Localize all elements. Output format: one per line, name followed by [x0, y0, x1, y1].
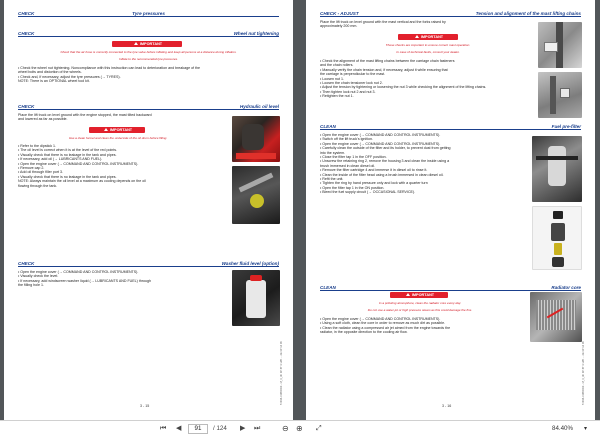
instruction-line: • Remove cap 2.: [18, 166, 45, 171]
first-page-button[interactable]: ⏮: [160, 425, 167, 432]
instruction-line: • Remove the filter cartridge 4 and immerse it in diesel oil to rinse it.: [320, 168, 428, 173]
instruction-line: • Carefully clean the outside of the filter and its holder, to prevent dust from getting: [320, 146, 451, 151]
warning-triangle-icon: [104, 128, 108, 131]
instruction-line: • Open the engine cover (→ COMMAND AND CONTROL INSTRUMENTS).: [320, 317, 441, 321]
section-heading-wheel-nut: [18, 28, 279, 37]
hydraulic-filler-photo: [232, 166, 280, 224]
instruction-line: • Unscrew the retaining ring 2, remove the housing 3 and clean the inside using a: [320, 159, 450, 164]
important-banner: [89, 127, 145, 133]
radiator-core-photo: [530, 292, 582, 342]
section-heading-chain-tension: [320, 8, 581, 17]
manual-page-left: [4, 0, 293, 420]
chain-tensioner-photo: [538, 72, 582, 118]
instruction-line: • Check the alignment of the mast lifting chains between the carriage chain fasteners: [320, 59, 455, 63]
instruction-line: • If necessary, add windscreen washer liquid (→ LUBRICANTS AND FUEL) through: [18, 278, 152, 283]
instruction-line: into the system.: [320, 150, 346, 155]
section-tag: CHECK - ADJUST: [320, 10, 359, 16]
chain-intro: [320, 20, 446, 29]
instruction-line: • Open the engine cover (→ COMMAND AND CONTROL INSTRUMENTS).: [18, 270, 139, 274]
intro-line: and lowered as far as possible.: [18, 117, 68, 122]
important-label: IMPORTANT: [411, 293, 435, 297]
section-title: Hydraulic oil level: [239, 103, 279, 109]
section-title: Washer fluid level (option): [221, 260, 279, 266]
section-title: Tyre pressures: [132, 10, 165, 16]
wheel-warning-1: Check that the air hose is correctly connected to the tyre valve before inflating and keep all persons at a distance during inflation.: [60, 50, 237, 54]
instruction-line: • Using a soft cloth, clean the core in order to remove as much dirt as possible.: [320, 321, 446, 326]
instruction-line: • Adjust the tension by tightening or loosening the nut 3 while checking the alignment of the lifting chains.: [320, 85, 487, 90]
instruction-line: • Then tighten lock nut 2 and nut 3.: [320, 89, 376, 94]
instruction-line: • The oil level is correct when it is at the level of the red points.: [18, 148, 118, 153]
section-tag: CLEAN: [320, 123, 336, 129]
instruction-line: • Check and, if necessary, adjust the tyre pressures (→ TYRES).: [18, 74, 121, 79]
instruction-line: • Visually check the level.: [18, 274, 59, 279]
instruction-line: • Manually verify the chain tension and, if necessary, adjust it while ensuring that: [320, 67, 448, 72]
instruction-line: • Tighten the ring by hand pressure only and lock with a quarter turn: [320, 181, 428, 186]
hydraulic-warning: Use a clean funnel and clean the underside of the oil drum before filling.: [68, 136, 168, 140]
instruction-line: • Close the filter tap 1 in the OFF position.: [320, 155, 387, 160]
viewer-toolbar: [0, 420, 600, 436]
chain-warning-1: These checks are important to ensure correct mast operation.: [385, 43, 471, 47]
chain-instructions: [320, 59, 486, 99]
instruction-line: • Visually check that there is no leakage in the tank and pipes.: [18, 152, 117, 157]
section-title: Radiator core: [551, 284, 581, 290]
intro-line: approximately 200 mm.: [320, 24, 358, 29]
radiator-warning-1: In a polluting atmosphere, clean the radiator core every day.: [378, 301, 462, 305]
section-heading-tyre-pressures: [18, 8, 279, 17]
section-title: Fuel pre-filter: [551, 123, 581, 129]
instruction-line: • Loosen the chain tensioner lock nut 2.: [320, 81, 383, 86]
instruction-line: radiator, in the opposite direction to the cooling air flow.: [320, 330, 408, 335]
instruction-line: • Retighten the nut 1.: [320, 94, 354, 99]
radiator-instructions: [320, 317, 450, 335]
page-number: 3 - 15: [140, 404, 150, 408]
radiator-warning-2: Do not use a water jet or high pressure steam as this could damage the fins.: [367, 308, 473, 312]
warning-triangle-icon: [415, 35, 419, 38]
instruction-line: NOTE: Always maintain the oil level at a maximum as cooling depends on the oil: [18, 179, 146, 184]
document-reference: 57496-C3B00D3 - M_3_3F 3P 6T 3 U/B ... 2E 3P 14 06: [280, 341, 283, 405]
instruction-line: • Open the filter tap 1 in the ON position.: [320, 185, 385, 190]
previous-page-button[interactable]: ◀: [176, 425, 182, 432]
instruction-line: • Switch off the lift truck's ignition.: [320, 137, 374, 142]
section-tag: CHECK: [18, 10, 35, 16]
instruction-line: and the chain rollers.: [320, 63, 354, 68]
wheel-warning-2: Inflate to the recommended tyre pressures.: [119, 57, 178, 61]
instruction-line: • Refit the unit.: [320, 177, 344, 182]
document-reference: 57496-C3B00D3 - M_3_3F 3P 6T 3 U/B ... 2E 3P 14 06: [582, 341, 585, 405]
intro-line: Place the lift truck on level ground with the mast vertical and the forks raised by: [320, 20, 446, 24]
page-number: 3 - 16: [442, 404, 452, 408]
mast-chain-photo: [538, 22, 582, 68]
zoom-level[interactable]: 84.40%: [552, 425, 573, 432]
warning-triangle-icon: [134, 42, 138, 45]
instruction-line: • Check the wheel nut tightening. Noncompliance with this instruction can lead to deterioration and breakage of the: [18, 66, 201, 70]
instruction-line: wheel bolts and distortion of the wheels.: [18, 70, 82, 75]
fit-page-button[interactable]: ⤢: [316, 425, 322, 432]
manual-page-right: [306, 0, 595, 420]
important-label: IMPORTANT: [109, 128, 133, 132]
section-tag: CHECK: [18, 103, 35, 109]
section-title: Wheel nut tightening: [233, 30, 279, 36]
instruction-line: • Open the engine cover (→ COMMAND AND CONTROL INSTRUMENTS).: [18, 161, 139, 166]
fuel-prefilter-instructions: [320, 133, 451, 195]
next-page-button[interactable]: ▶: [240, 425, 246, 432]
instruction-line: • Bleed the fuel supply circuit (→ OCCASIONAL SERVICE).: [320, 190, 416, 195]
zoom-dropdown-chevron-icon[interactable]: ▾: [584, 425, 588, 432]
instruction-line: brush immersed in clean diesel oil.: [320, 163, 376, 168]
section-heading-washer-fluid: [18, 258, 279, 267]
section-heading-radiator: [320, 282, 581, 291]
hydraulic-intro: [18, 113, 152, 122]
important-banner: [398, 34, 458, 40]
instruction-line: • Refer to the dipstick 1.: [18, 144, 57, 148]
page-number-input[interactable]: 91: [188, 424, 208, 434]
section-heading-fuel-prefilter: [320, 121, 581, 130]
wheel-nut-instructions: [18, 66, 200, 84]
hydraulic-tank-photo: [232, 116, 280, 162]
filter-parts-diagram: [532, 206, 582, 270]
instruction-line: • Visually check that there is no leakage in the tank and pipes.: [18, 174, 117, 179]
important-banner: [390, 292, 448, 298]
page-total: / 124: [213, 425, 227, 432]
chain-warning-2: In case of technical faults, consult your dealer.: [396, 50, 460, 54]
important-label: IMPORTANT: [420, 35, 444, 39]
instruction-line: the filling hole 1.: [18, 283, 44, 288]
instruction-line: • Loosen nut 1.: [320, 76, 345, 81]
instruction-line: • Open the engine cover (→ COMMAND AND CONTROL INSTRUMENTS).: [320, 141, 441, 146]
zoom-in-button[interactable]: ⊕: [296, 424, 303, 433]
instruction-line: • Clean the radiator using a compressed air jet aimed from the engine towards the: [320, 325, 451, 330]
hydraulic-instructions: [18, 144, 146, 188]
section-tag: CLEAN: [320, 284, 336, 290]
instruction-line: the carriage is perpendicular to the mast.: [320, 72, 386, 77]
intro-line: Place the lift truck on level ground with the engine stopped, the mast tilted backward: [18, 113, 152, 117]
important-label: IMPORTANT: [139, 42, 163, 46]
section-heading-hydraulic-oil: [18, 101, 279, 110]
instruction-line: NOTE: There is an OPTIONAL wheel tool kit.: [18, 79, 90, 84]
instruction-line: • Open the engine cover (→ COMMAND AND CONTROL INSTRUMENTS).: [320, 133, 441, 137]
instruction-line: • Clean the inside of the filter head using a brush immersed in clean diesel oil.: [320, 172, 444, 177]
instruction-line: flowing through the tank.: [18, 183, 58, 188]
instruction-line: • If necessary, add oil (→ LUBRICANTS AND FUEL).: [18, 157, 103, 162]
section-tag: CHECK: [18, 260, 35, 266]
last-page-button[interactable]: ⏭: [254, 425, 261, 432]
section-title: Tension and alignment of the mast lifting chains: [475, 10, 581, 16]
fuel-filter-photo: [532, 136, 582, 202]
important-banner: [112, 41, 182, 47]
washer-instructions: [18, 270, 151, 288]
warning-triangle-icon: [406, 293, 410, 296]
zoom-out-button[interactable]: ⊖: [282, 424, 289, 433]
section-tag: CHECK: [18, 30, 35, 36]
washer-reservoir-photo: [232, 270, 280, 326]
instruction-line: • Add oil through filler port 3.: [18, 170, 64, 175]
